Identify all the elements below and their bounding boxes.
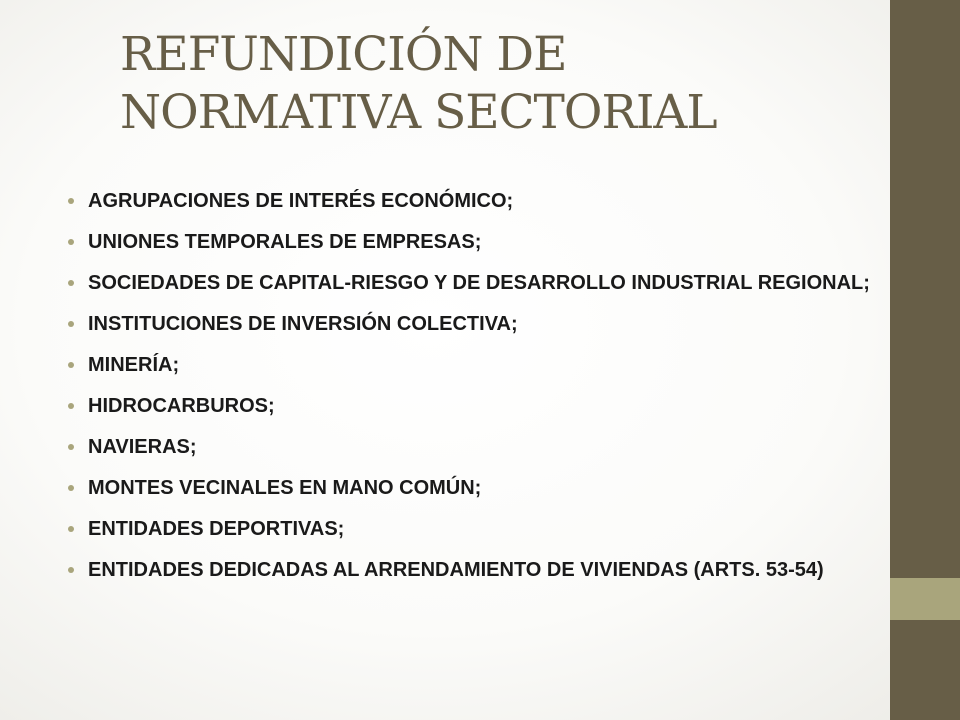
bullet-dot-icon (68, 280, 74, 286)
bullet-dot-icon (68, 321, 74, 327)
list-item (68, 555, 876, 585)
list-item-text: MONTES VECINALES EN MANO COMÚN; (88, 477, 482, 499)
list-item (68, 432, 876, 462)
bullet-dot-icon (68, 485, 74, 491)
bullet-dot-icon (68, 198, 74, 204)
list-item (68, 309, 876, 339)
sidebar-dark-band (890, 0, 960, 578)
bullet-dot-icon (68, 403, 74, 409)
sidebar-bottom-band (890, 620, 960, 720)
list-item-text: ENTIDADES DEDICADAS AL ARRENDAMIENTO DE VIVIENDAS (ARTS. 53-54) (88, 559, 824, 581)
list-item-text: INSTITUCIONES DE INVERSIÓN COLECTIVA; (88, 313, 518, 335)
bullet-dot-icon (68, 362, 74, 368)
slide-title: REFUNDICIÓN DE NORMATIVA SECTORIAL (120, 27, 717, 140)
list-item-text: AGRUPACIONES DE INTERÉS ECONÓMICO; (88, 190, 514, 212)
bullet-list (68, 186, 876, 596)
list-item (68, 391, 876, 421)
list-item (68, 268, 876, 298)
list-item (68, 514, 876, 544)
list-item-text: UNIONES TEMPORALES DE EMPRESAS; (88, 231, 482, 253)
bullet-dot-icon (68, 567, 74, 573)
bullet-dot-icon (68, 526, 74, 532)
list-item (68, 227, 876, 257)
bullet-dot-icon (68, 239, 74, 245)
sidebar-light-band (890, 578, 960, 620)
list-item-text: ENTIDADES DEPORTIVAS; (88, 518, 345, 540)
list-item-text: MINERÍA; (88, 354, 180, 376)
list-item (68, 186, 876, 216)
bullet-dot-icon (68, 444, 74, 450)
list-item (68, 473, 876, 503)
list-item (68, 350, 876, 380)
list-item-text: SOCIEDADES DE CAPITAL-RIESGO Y DE DESARROLLO INDUSTRIAL REGIONAL; (88, 272, 870, 294)
list-item-text: HIDROCARBUROS; (88, 395, 275, 417)
list-item-text: NAVIERAS; (88, 436, 197, 458)
